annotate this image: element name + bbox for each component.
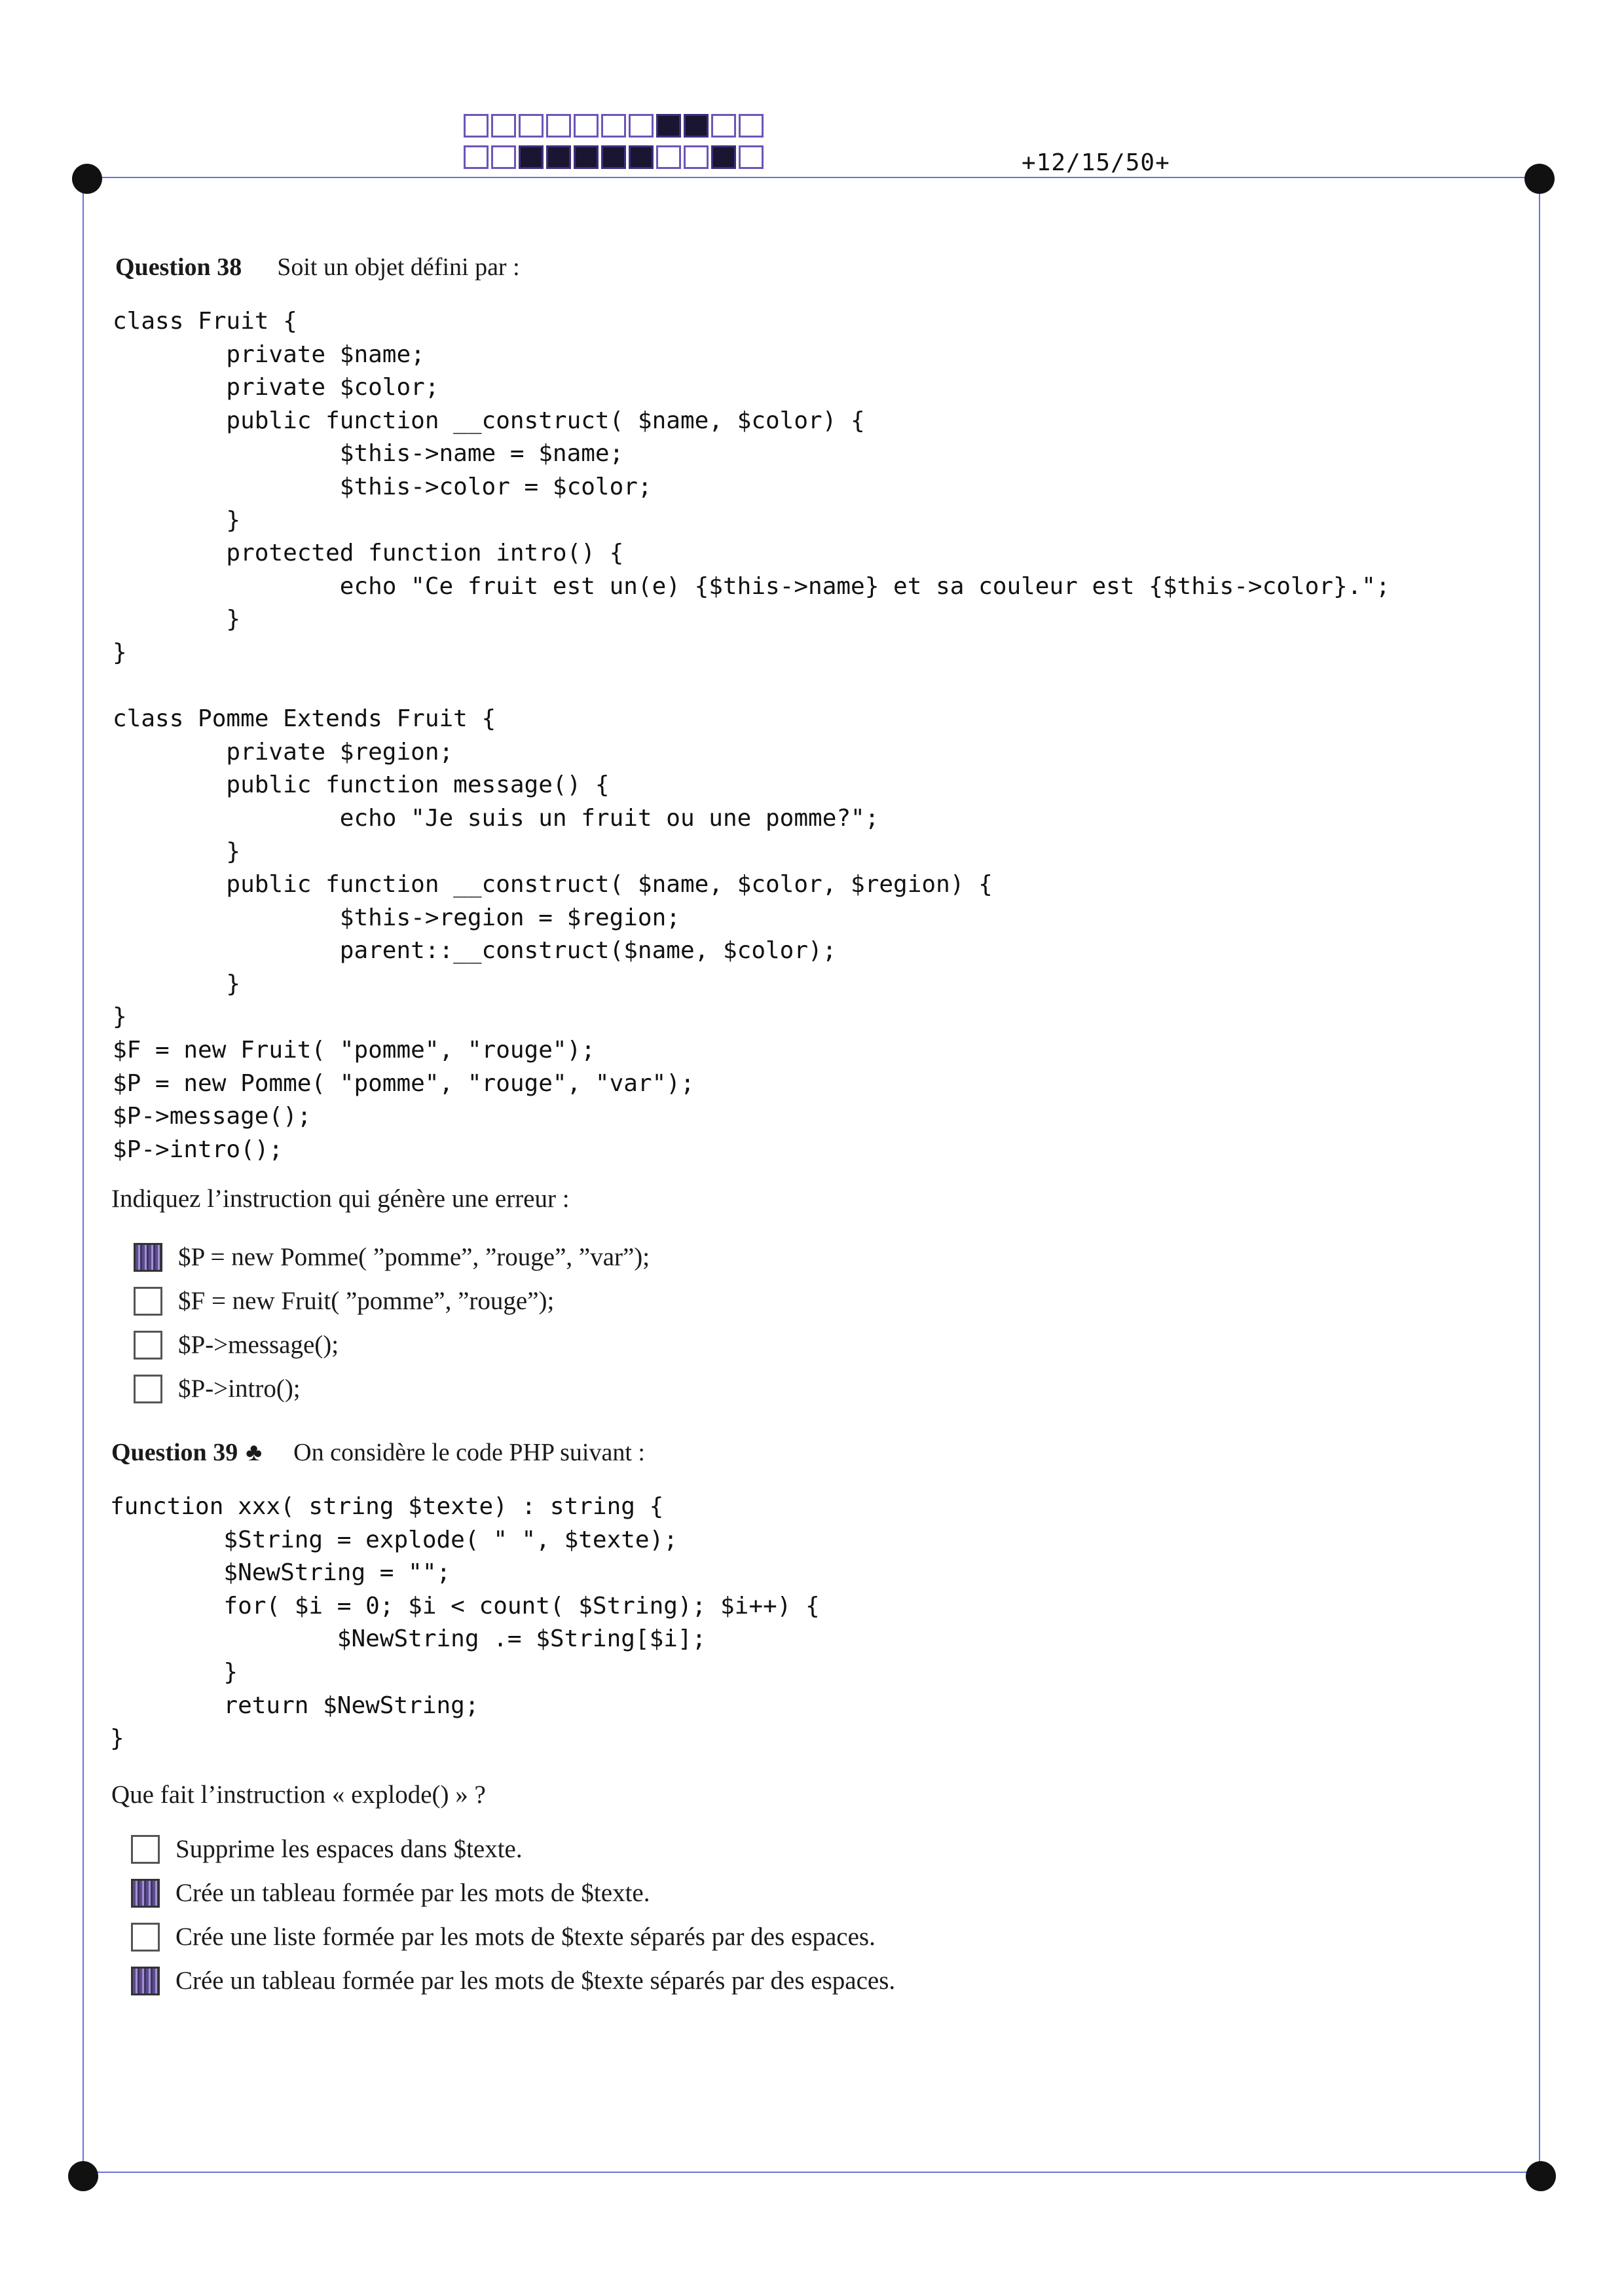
barcode-cell: [739, 114, 764, 138]
barcode-cell: [574, 145, 599, 169]
answer-option[interactable]: [131, 1871, 895, 1915]
question-number: Question 39: [111, 1439, 238, 1466]
checkbox[interactable]: [131, 1967, 160, 1995]
barcode-cell: [601, 145, 626, 169]
answer-option[interactable]: [134, 1279, 650, 1323]
answer-label: $P->message();: [178, 1331, 339, 1359]
checkbox[interactable]: [131, 1879, 160, 1908]
question-39-header: [111, 1438, 645, 1467]
checkbox[interactable]: [131, 1835, 160, 1864]
corner-mark-top-left: [72, 164, 102, 194]
answer-label: Crée un tableau formée par les mots de $texte séparés par des espaces.: [175, 1967, 896, 1995]
answer-option[interactable]: [134, 1367, 650, 1411]
answer-label: $P->intro();: [178, 1375, 301, 1403]
barcode-cell: [656, 114, 681, 138]
barcode-cell: [546, 114, 571, 138]
answer-list-q38: [134, 1235, 650, 1411]
question-38-header: [115, 253, 520, 282]
answer-option[interactable]: [134, 1235, 650, 1279]
barcode-cell: [574, 114, 599, 138]
answer-option[interactable]: [131, 1915, 895, 1959]
answer-option[interactable]: [131, 1827, 895, 1871]
barcode-cell: [629, 145, 654, 169]
question-prompt-q38: Indiquez l’instruction qui génère une erreur :: [111, 1185, 570, 1213]
answer-label: $F = new Fruit( ”pomme”, ”rouge”);: [178, 1287, 555, 1315]
checkbox[interactable]: [131, 1923, 160, 1952]
club-icon: ♣: [246, 1439, 263, 1466]
question-prompt-q39: Que fait l’instruction « explode() » ?: [111, 1781, 486, 1809]
barcode-cell: [739, 145, 764, 169]
barcode-row-bottom: [464, 145, 764, 169]
answer-option[interactable]: [131, 1959, 895, 2003]
barcode-cell: [464, 114, 489, 138]
barcode-cell: [656, 145, 681, 169]
code-block-q39: function xxx( string $texte) : string { $String = explode( " ", $texte); $NewString = ""; for( $i = 0; $i < count( $String); $i++) { $NewString .= $String[$i]; } return $NewString; }: [110, 1493, 820, 1752]
code-block-q38: class Fruit { private $name; private $color; public function __construct( $name, $color) { $this->name = $name; $this->color = $color; } protected function intro() { echo "Ce fruit est un(e) {$this->name} et sa couleur est {$this->color}."; } } class Pomme Extends Fruit { private $region; public function message() { echo "Je suis un fruit ou une pomme?"; } public function __construct( $name, $color, $region) { $this->region = $region; parent::__construct($name, $color); } } $F = new Fruit( "pomme", "rouge"); $P = new Pomme( "pomme", "rouge", "var"); $P->message(); $P->intro();: [113, 308, 1390, 1163]
barcode-cell: [546, 145, 571, 169]
question-number: Question 38: [115, 253, 242, 281]
barcode-cell: [601, 114, 626, 138]
corner-mark-bottom-right: [1526, 2161, 1556, 2191]
barcode-cell: [519, 114, 544, 138]
question-title: On considère le code PHP suivant :: [293, 1439, 645, 1466]
corner-mark-bottom-left: [68, 2161, 98, 2191]
answer-label: Crée un tableau formée par les mots de $texte.: [175, 1879, 650, 1907]
barcode-cell: [711, 145, 736, 169]
barcode-cell: [711, 114, 736, 138]
barcode-cell: [684, 114, 709, 138]
answer-label: $P = new Pomme( ”pomme”, ”rouge”, ”var”);: [178, 1243, 650, 1271]
answer-label: Supprime les espaces dans $texte.: [175, 1835, 523, 1863]
page-id: +12/15/50+: [1022, 149, 1170, 176]
barcode-cell: [491, 145, 516, 169]
answer-list-q39: [131, 1827, 895, 2003]
answer-option[interactable]: [134, 1323, 650, 1367]
barcode-cell: [464, 145, 489, 169]
barcode-cell: [629, 114, 654, 138]
barcode-cell: [684, 145, 709, 169]
barcode-cell: [519, 145, 544, 169]
checkbox[interactable]: [134, 1375, 162, 1403]
barcode-row-top: [464, 114, 764, 138]
question-title: Soit un objet défini par :: [277, 253, 520, 281]
checkbox[interactable]: [134, 1331, 162, 1360]
checkbox[interactable]: [134, 1287, 162, 1316]
answer-label: Crée une liste formée par les mots de $texte séparés par des espaces.: [175, 1923, 876, 1951]
barcode-cell: [491, 114, 516, 138]
corner-mark-top-right: [1524, 164, 1555, 194]
checkbox[interactable]: [134, 1243, 162, 1272]
